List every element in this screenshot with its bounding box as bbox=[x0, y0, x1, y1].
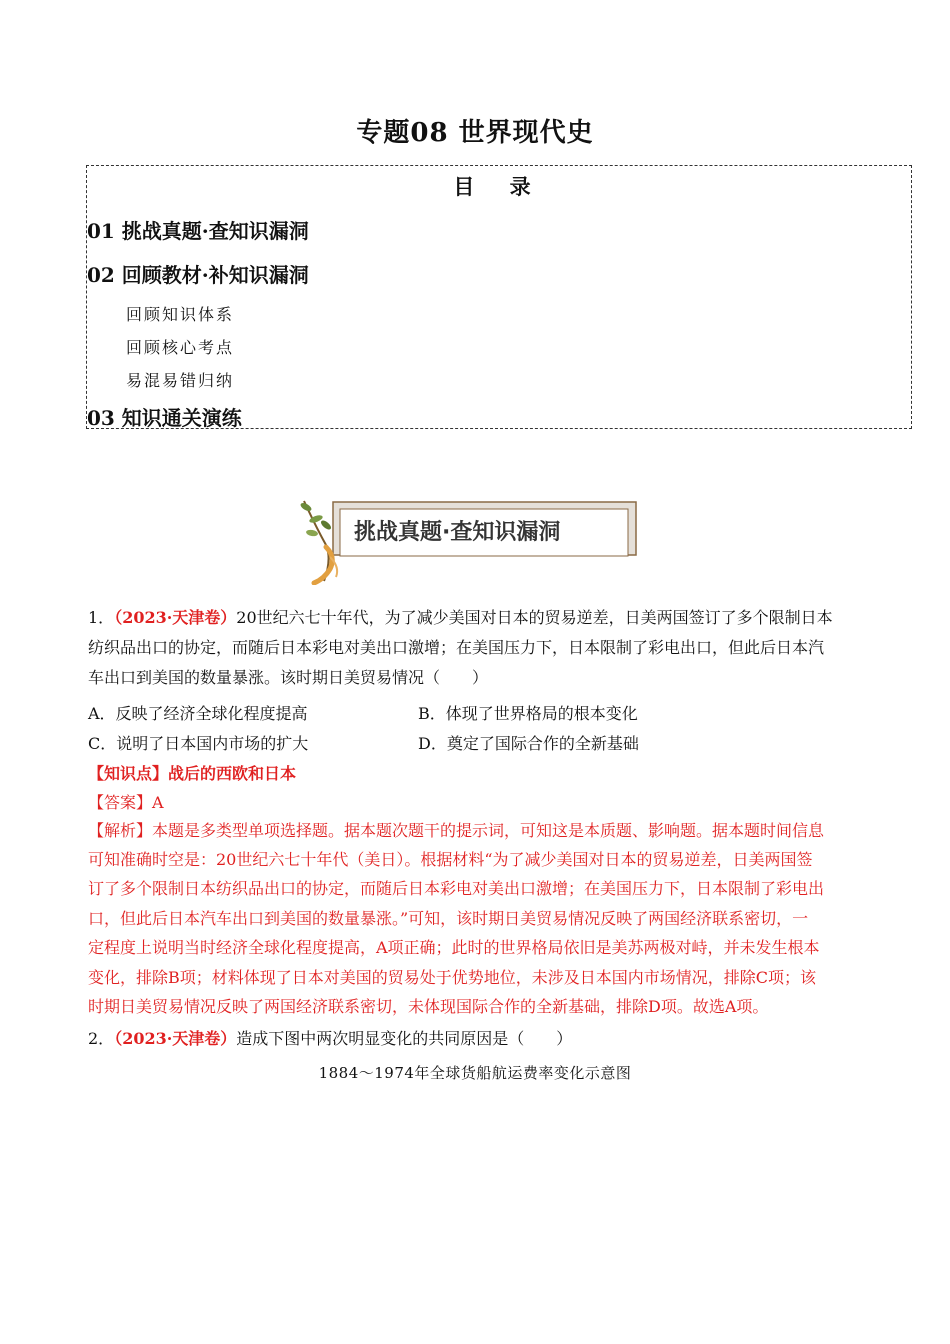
figure-caption: 1884～1974年全球货船航运费率变化示意图 bbox=[318, 1064, 632, 1082]
knowledge-point: 【知识点】战后的西欧和日本 bbox=[88, 764, 297, 783]
analysis-line-4: 口，但此后日本汽车出口到美国的数量暴涨。”可知，该时期日美贸易情况反映了两国经济联系密切，一 bbox=[88, 909, 809, 928]
analysis-line-7: 时期日美贸易情况反映了两国经济联系密切，未体现国际合作的全新基础，排除D项。故选A项。 bbox=[88, 997, 769, 1016]
option-d[interactable]: D．奠定了国际合作的全新基础 bbox=[418, 734, 639, 753]
ginseng-branch-icon bbox=[299, 501, 337, 583]
analysis-line-5: 定程度上说明当时经济全球化程度提高，A项正确；此时的世界格局依旧是美苏两极对峙，并未发生根本 bbox=[88, 938, 820, 957]
question-1-line-1 bbox=[88, 603, 864, 633]
toc-item-01[interactable]: 01 挑战真题·查知识漏洞 bbox=[87, 219, 309, 243]
analysis-line-6: 变化，排除B项；材料体现了日本对美国的贸易处于优势地位，未涉及日本国内市场情况，排除C项；该 bbox=[88, 968, 817, 987]
question-number: 1． bbox=[88, 608, 115, 627]
analysis-line-1: 【解析】本题是多类型单项选择题。据本题次题干的提示词，可知这是本质题、影响题。据本题时间信息 bbox=[88, 821, 825, 840]
section-banner bbox=[296, 497, 641, 585]
option-b[interactable]: B．体现了世界格局的根本变化 bbox=[418, 704, 638, 723]
toc-subitem-knowledge-system[interactable]: 回顾知识体系 bbox=[126, 305, 235, 324]
banner-label: 挑战真题·查知识漏洞 bbox=[354, 520, 561, 545]
toc-item-02[interactable]: 02 回顾教材·补知识漏洞 bbox=[87, 263, 309, 287]
toc-heading: 目 录 bbox=[453, 174, 545, 199]
option-a[interactable]: A．反映了经济全球化程度提高 bbox=[88, 704, 308, 723]
toc-item-03[interactable]: 03 知识通关演练 bbox=[87, 406, 242, 430]
toc-subitem-confusions[interactable]: 易混易错归纳 bbox=[126, 371, 235, 390]
analysis-line-2: 可知准确时空是：20世纪六七十年代（美日）。根据材料“为了减少美国对日本的贸易逆差，日美两国签 bbox=[88, 850, 813, 869]
question-1-line-2: 纺织品出口的协定，而随后日本彩电对美出口激增；在美国压力下，日本限制了彩电出口，但此后日本汽 bbox=[88, 638, 825, 657]
answer: 【答案】A bbox=[88, 793, 164, 812]
question-stem: 造成下图中两次明显变化的共同原因是（ ） bbox=[236, 1029, 573, 1048]
question-1-line-3: 车出口到美国的数量暴涨。该时期日美贸易情况（ ） bbox=[88, 668, 489, 687]
option-c[interactable]: C．说明了日本国内市场的扩大 bbox=[88, 734, 309, 753]
page-title: 专题08 世界现代史 bbox=[356, 118, 594, 148]
question-source: （2023·天津卷） bbox=[114, 1029, 237, 1048]
question-stem: 20世纪六七十年代，为了减少美国对日本的贸易逆差，日美两国签订了多个限制日本 bbox=[236, 608, 833, 627]
question-number: 2． bbox=[88, 1029, 115, 1048]
toc-subitem-core-points[interactable]: 回顾核心考点 bbox=[126, 338, 235, 357]
question-source: （2023·天津卷） bbox=[114, 608, 237, 627]
analysis-line-3: 订了多个限制日本纺织品出口的协定，而随后日本彩电对美出口激增；在美国压力下，日本限制了彩电出 bbox=[88, 879, 825, 898]
question-2 bbox=[88, 1024, 864, 1054]
